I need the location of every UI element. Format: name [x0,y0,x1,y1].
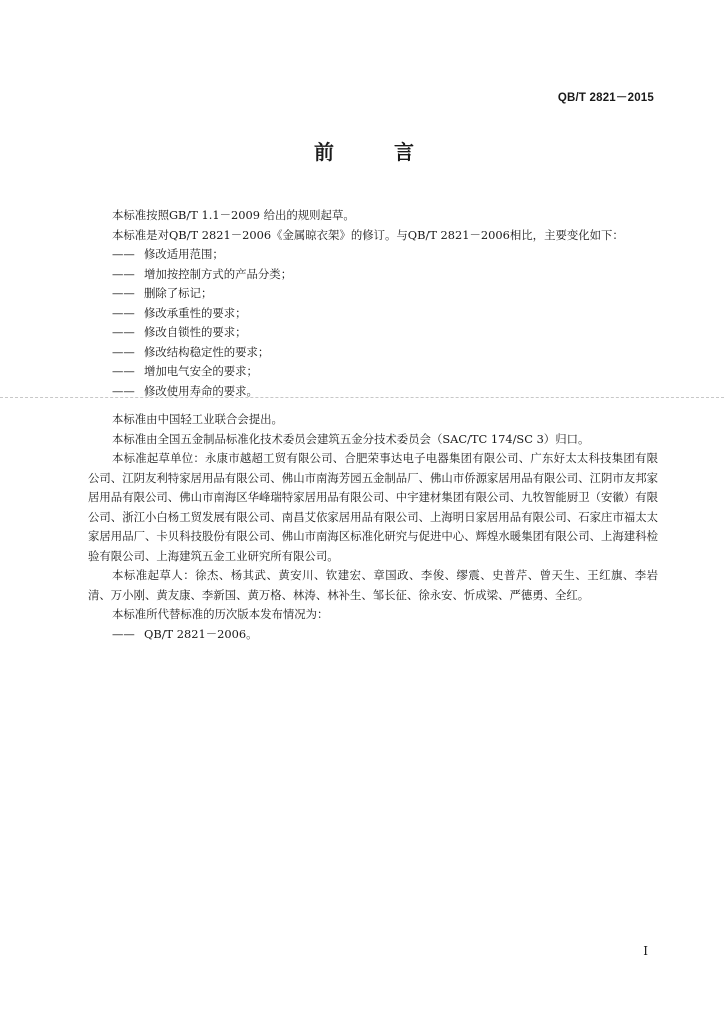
dash-mark: —— [112,286,135,300]
change-item [112,265,658,285]
change-item [112,343,658,363]
history-intro-line: 本标准所代替标准的历次版本发布情况为： [112,607,329,621]
change-item-text: 修改适用范围； [144,247,224,261]
drafting-rule-line: 本标准按照GB/T 1.1－2009 给出的规则起草。 [112,208,355,222]
change-item-text: 增加电气安全的要求； [144,364,258,378]
change-item [112,362,658,382]
history-item [112,625,658,645]
revision-intro-line: 本标准是对QB/T 2821－2006《金属晾衣架》的修订。与QB/T 2821－2006相比，主要变化如下： [112,227,624,242]
change-item-text: 修改承重性的要求； [144,305,247,320]
change-item [112,245,658,265]
dash-mark: —— [112,344,135,359]
change-item [112,284,658,304]
foreword-block-1 [112,206,658,401]
dash-mark: —— [112,364,135,378]
dash-mark: —— [112,626,135,641]
change-item [112,304,658,324]
dash-mark: —— [112,305,135,320]
dash-mark: —— [112,266,135,281]
history-item-text: QB/T 2821－2006。 [144,626,258,641]
change-item-text: 修改使用寿命的要求。 [144,383,258,398]
change-item [112,382,658,402]
change-item-text: 修改自锁性的要求； [144,325,247,339]
dash-mark: —— [112,247,135,261]
change-item-text: 删除了标记； [144,286,213,300]
page-number: I [643,944,648,958]
page-title: 前 言 [314,140,434,164]
standard-code: QB/T 2821－2015 [557,92,654,104]
change-item-text: 增加按控制方式的产品分类； [144,266,293,281]
change-item [112,323,658,343]
drafters-paragraph: 本标准起草人：徐杰、杨其武、黄安川、钦建宏、章国政、李俊、缪震、史普芹、曾天生、王红旗、李岩清、万小刚、黄友康、李新国、黄万格、林涛、林补生、邹长征、徐永安、忻成梁、严德勇、全红。 [88,568,658,602]
change-item-text: 修改结构稳定性的要求； [144,344,270,359]
managed-by-line: 本标准由全国五金制品标准化技术委员会建筑五金分技术委员会（SAC/TC 174/SC 3）归口。 [112,431,590,446]
scan-separator-line [0,397,724,398]
proposed-by-line: 本标准由中国轻工业联合会提出。 [112,412,283,426]
foreword-block-2 [88,410,658,644]
dash-mark: —— [112,383,135,398]
drafting-units-paragraph: 本标准起草单位：永康市越超工贸有限公司、合肥荣事达电子电器集团有限公司、广东好太太科技集团有限公司、江阴友利特家居用品有限公司、佛山市南海芳园五金制品厂、佛山市侨源家居用品有限公司、江阴市友邦家居用品有限公司、佛山市南海区华峰瑞特家居用品有限公司、中宇建材集团有限公司、九牧智能厨卫（安徽）有限公司、浙江小白杨工贸发展有限公司、南昌艾依家居用品有限公司、上海明日家居用品有限公司、石家庄市福太太家居用品厂、卡贝科技股份有限公司、佛山市南海区标准化研究与促进中心、辉煌水暖集团有限公司、上海建科检验有限公司、上海建筑五金工业研究所有限公司。 [88,451,658,563]
dash-mark: —— [112,325,135,339]
